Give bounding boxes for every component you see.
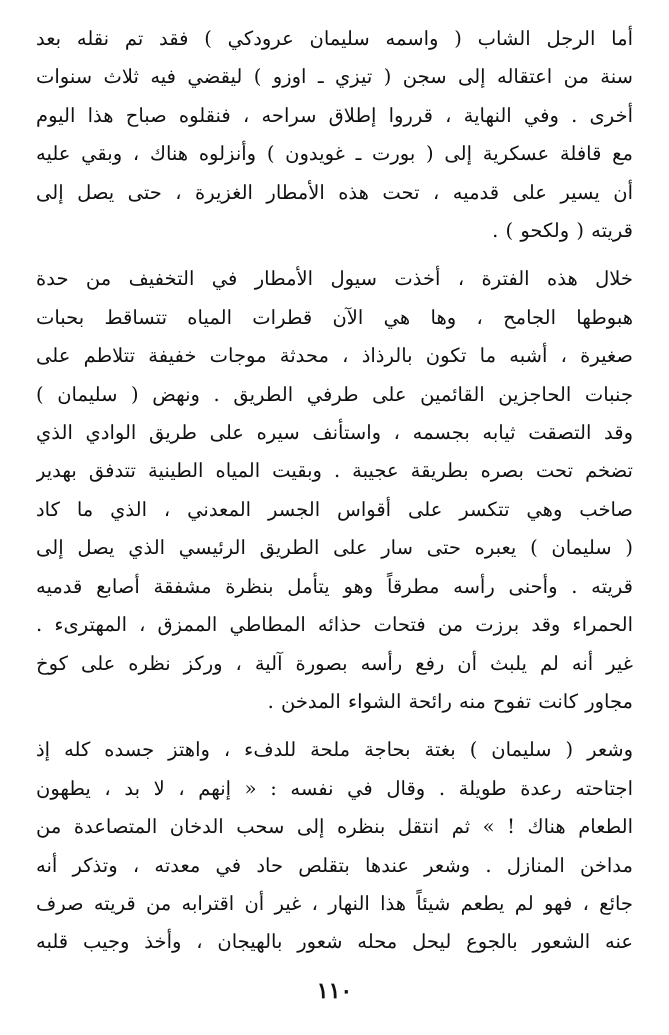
text-line: خلال هذه الفترة ، أخذت سيول الأمطار في التخفيف من حدة: [36, 267, 633, 291]
text-line: جائع ، فهو لم يطعم شيئاً هذا النهار ، غير أن اقترابه من قريته صرف: [36, 891, 633, 915]
text-line: عنه الشعور بالجوع ليحل محله شعور بالهيجان ، وأخذ وجيب قلبه: [36, 930, 633, 954]
text-line: صاخب وهي تتكسر على أقواس الجسر المعدني ، الذي ما كاد: [36, 497, 633, 521]
text-line: مجاور كانت تفوح منه رائحة الشواء المدخن .: [267, 689, 633, 713]
text-line: صغيرة ، أشبه ما تكون بالرذاذ ، محدثة موجات خفيفة تتلاطم على: [36, 344, 633, 368]
text-line: قريته ( ولكحو ) .: [492, 219, 633, 243]
text-line: قريته . وأحنى رأسه مطرقاً وهو يتأمل بنظرة مشفقة أصابع قدميه: [36, 574, 633, 598]
paragraph-2: [36, 260, 633, 721]
text-line: أخرى . وفي النهاية ، قرروا إطلاق سراحه ، فنقلوه صباح هذا اليوم: [36, 103, 633, 127]
text-line: ( سليمان ) يعبره حتى سار على الطريق الرئيسي الذي يصل إلى: [36, 536, 633, 560]
paragraph-3: [36, 731, 633, 961]
text-line: أن يسير على قدميه ، تحت هذه الأمطار الغزيرة ، حتى يصل إلى: [36, 180, 633, 204]
text-line: الطعام هناك ! » ثم انتقل بنظره إلى سحب الدخان المتصاعدة من: [36, 815, 633, 839]
text-line: وشعر ( سليمان ) بغتة بحاجة ملحة للدفء ، واهتز جسده كله إذ: [36, 738, 633, 762]
text-line: اجتاحته رعدة طويلة . وقال في نفسه : « إنهم ، لا بد ، يطهون: [36, 776, 633, 800]
text-line: جنبات الحاجزين القائمين على طرفي الطريق . ونهض ( سليمان ): [36, 382, 633, 406]
text-line: سنة من اعتقاله إلى سجن ( تيزي ـ اوزو ) ليقضي فيه ثلاث سنوات: [36, 65, 633, 89]
book-page: [36, 20, 633, 1035]
paragraph-1: [36, 20, 633, 250]
text-line: هبوطها الجامح ، وها هي الآن قطرات المياه تتساقط بحبات: [36, 305, 633, 329]
text-line: تضخم تحت بصره بطريقة عجيبة . وبقيت المياه الطينية تتدفق بهدير: [36, 459, 633, 483]
text-line: مع قافلة عسكرية إلى ( بورت ـ غويدون ) وأنزلوه هناك ، وبقي عليه: [36, 142, 633, 166]
text-line: الحمراء وقد برزت من فتحات حذائه المطاطي الممزق ، المهترىء .: [36, 613, 633, 637]
page-number: ١١٠: [316, 978, 353, 1004]
text-line: غير أنه لم يلبث أن رفع رأسه بصورة آلية ، وركز نظره على كوخ: [36, 651, 633, 675]
text-line: مداخن المنازل . وشعر عندها بتقلص حاد في معدته ، وتذكر أنه: [36, 853, 633, 877]
text-line: وقد التصقت ثيابه بجسمه ، واستأنف سيره على طريق الوادي الذي: [36, 421, 633, 445]
text-line: أما الرجل الشاب ( واسمه سليمان عرودكي ) فقد تم نقله بعد: [36, 27, 633, 50]
